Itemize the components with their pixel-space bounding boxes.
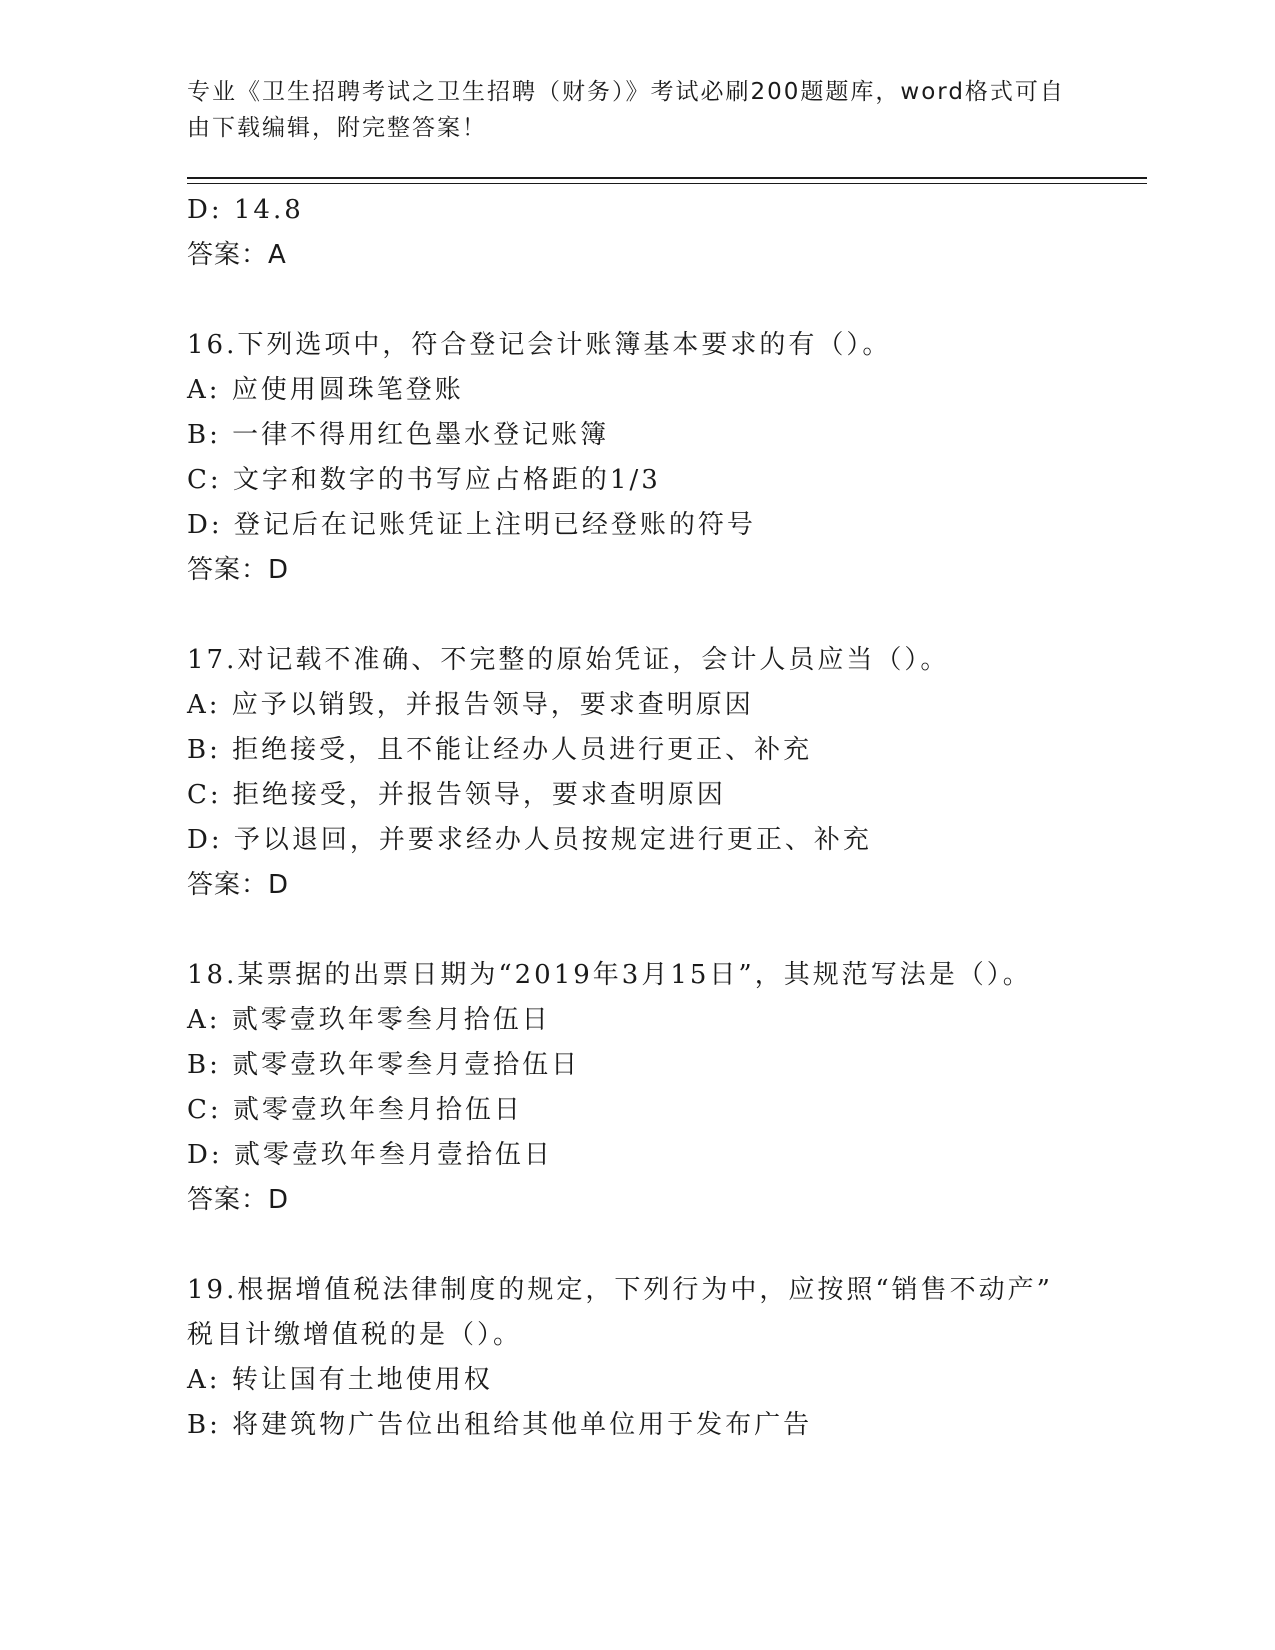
spacer: [187, 1223, 1147, 1268]
question-stem: 16.下列选项中，符合登记会计账簿基本要求的有（）。: [187, 330, 892, 360]
document-header: [187, 74, 1067, 146]
answer-line: 答案：D: [187, 1185, 290, 1215]
option-c: C: 拒绝接受，并报告领导，要求查明原因: [187, 780, 726, 810]
option-c: C: 文字和数字的书写应占格距的1/3: [187, 465, 661, 495]
option-a: A: 应使用圆珠笔登账: [187, 375, 464, 405]
option-b: B: 一律不得用红色墨水登记账簿: [187, 420, 610, 450]
question-stem: 17.对记载不准确、不完整的原始凭证，会计人员应当（）。: [187, 645, 950, 675]
answer-line: 答案：A: [187, 240, 287, 270]
question-18: [187, 953, 1147, 1223]
answer-line: 答案：D: [187, 555, 290, 585]
answer-line: 答案：D: [187, 870, 290, 900]
header-divider-thick: [187, 177, 1147, 179]
question-stem: 19.根据增值税法律制度的规定，下列行为中，应按照“销售不动产”: [187, 1275, 1053, 1305]
option-d: D: 贰零壹玖年叁月壹拾伍日: [187, 1140, 553, 1170]
question-19: [187, 1268, 1147, 1448]
question-stem: 18.某票据的出票日期为“2019年3月15日”，其规范写法是（）。: [187, 960, 1032, 990]
option-d: D: 予以退回，并要求经办人员按规定进行更正、补充: [187, 825, 872, 855]
question-16: [187, 323, 1147, 593]
option-d: D: 14.8: [187, 195, 304, 225]
option-b: B: 拒绝接受，且不能让经办人员进行更正、补充: [187, 735, 813, 765]
option-a: A: 转让国有土地使用权: [187, 1365, 493, 1395]
header-divider-thin: [187, 183, 1147, 184]
question-stem-continued: 税目计缴增值税的是（）。: [187, 1320, 523, 1350]
question-content: [187, 188, 1147, 1448]
question-17: [187, 638, 1147, 908]
header-line-2: 由下载编辑，附完整答案！: [187, 115, 487, 141]
option-c: C: 贰零壹玖年叁月拾伍日: [187, 1095, 523, 1125]
spacer: [187, 593, 1147, 638]
option-b: B: 将建筑物广告位出租给其他单位用于发布广告: [187, 1410, 813, 1440]
option-d: D: 登记后在记账凭证上注明已经登账的符号: [187, 510, 756, 540]
spacer: [187, 278, 1147, 323]
previous-question-tail: [187, 188, 1147, 278]
option-a: A: 应予以销毁，并报告领导，要求查明原因: [187, 690, 754, 720]
option-b: B: 贰零壹玖年零叁月壹拾伍日: [187, 1050, 581, 1080]
option-a: A: 贰零壹玖年零叁月拾伍日: [187, 1005, 551, 1035]
spacer: [187, 908, 1147, 953]
header-line-1: 专业《卫生招聘考试之卫生招聘（财务）》考试必刷200题题库，word格式可自: [187, 79, 1065, 105]
